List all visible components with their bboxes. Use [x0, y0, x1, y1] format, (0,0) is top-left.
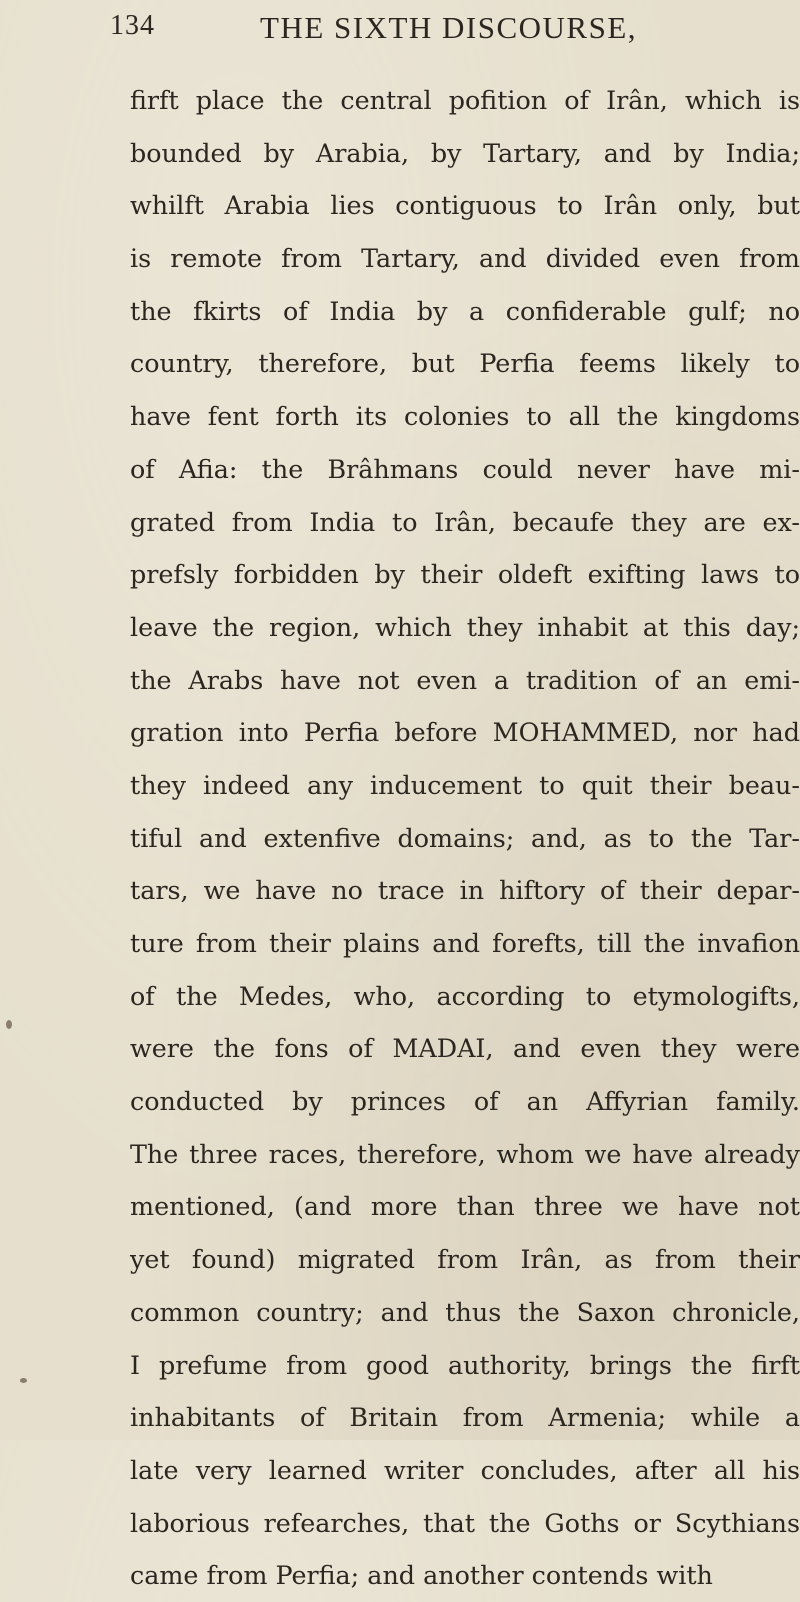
text-line: firft place the central pofition of Irân, which is [130, 85, 800, 115]
text-line: grated from India to Irân, becaufe they are ex- [130, 506, 800, 537]
text-line: inhabitants of Britain from Armenia; while a [130, 1402, 800, 1433]
page-number: 134 [110, 10, 155, 41]
text-line: of the Medes, who, according to etymologifts, [130, 980, 800, 1011]
text-line: conducted by princes of an Affyrian family. [130, 1086, 800, 1117]
running-title: THE SIXTH DISCOURSE, [260, 10, 638, 45]
text-line: common country; and thus the Saxon chronicle, [130, 1296, 800, 1327]
text-line: of Afia: the Brâhmans could never have mi- [130, 453, 800, 484]
text-line: gration into Perfia before MOHAMMED, nor had [130, 717, 800, 748]
text-line: tars, we have no trace in hiftory of their depar- [130, 875, 800, 906]
text-line: yet found) migrated from Irân, as from their [130, 1244, 800, 1275]
text-line: whilft Arabia lies contiguous to Irân only, but [130, 190, 800, 221]
text-line: leave the region, which they inhabit at this day; [130, 611, 800, 642]
running-head [110, 10, 730, 56]
text-line: mentioned, (and more than three we have not [130, 1191, 800, 1222]
text-line: came from Perfia; and another contends with [130, 1560, 713, 1591]
text-line: have fent forth its colonies to all the kingdoms [130, 401, 800, 432]
body-text [130, 74, 800, 1602]
text-line: laborious refearches, that the Goths or Scythians [130, 1507, 800, 1538]
text-line: late very learned writer concludes, after all his [130, 1454, 800, 1485]
text-line: the fkirts of India by a confiderable gulf; no [130, 295, 800, 326]
text-line: were the fons of MADAI, and even they were [130, 1033, 800, 1064]
ink-spot [6, 1020, 12, 1029]
text-line: bounded by Arabia, by Tartary, and by India; [130, 137, 800, 168]
text-line: I prefume from good authority, brings the firft [130, 1349, 800, 1380]
text-line: the Arabs have not even a tradition of an emi- [130, 664, 800, 695]
text-line: ture from their plains and forefts, till the invafion [130, 928, 800, 958]
text-line: tiful and extenfive domains; and, as to the Tar- [130, 822, 800, 853]
text-line: prefsly forbidden by their oldeft exifting laws to [130, 559, 800, 590]
text-line: they indeed any inducement to quit their beau- [130, 769, 800, 800]
text-line: The three races, therefore, whom we have already [130, 1138, 800, 1169]
text-line: country, therefore, but Perfia feems likely to [130, 348, 800, 379]
ink-spot [20, 1378, 27, 1383]
text-line: is remote from Tartary, and divided even from [130, 243, 800, 274]
